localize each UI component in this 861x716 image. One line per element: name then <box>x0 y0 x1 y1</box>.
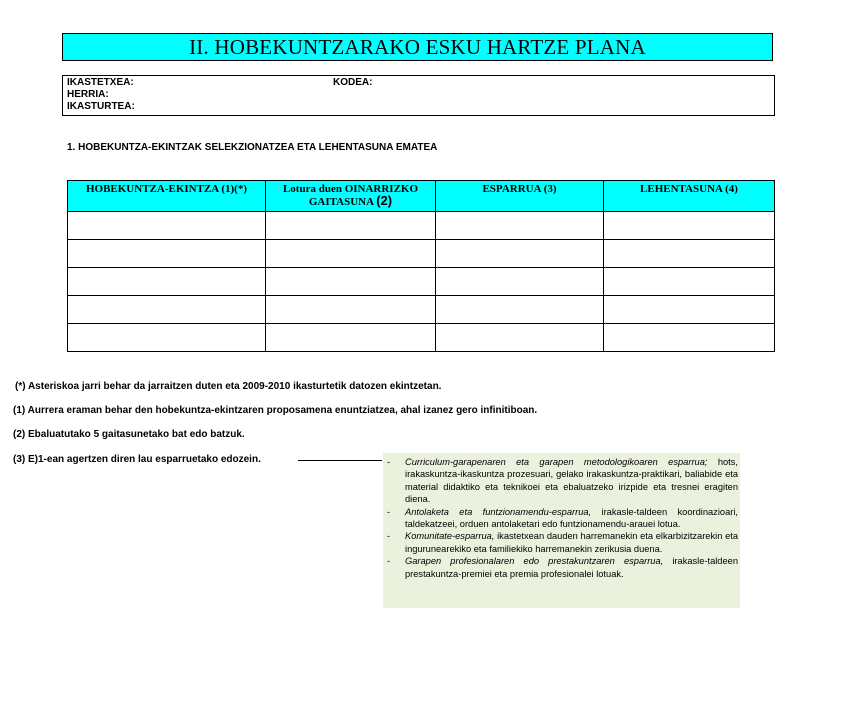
page-title: II. HOBEKUNTZARAKO ESKU HARTZE PLANA <box>62 33 773 61</box>
list-item <box>385 456 738 506</box>
table-cell[interactable] <box>266 268 436 296</box>
header-col2-line1: Lotura duen OINARRIZKO <box>282 183 419 195</box>
dash-bullet: - <box>387 556 391 567</box>
table-cell[interactable] <box>68 240 266 268</box>
table-cell[interactable] <box>604 296 775 324</box>
kodea-label: KODEA: <box>333 77 373 88</box>
note-asterisk: (*) Asteriskoa jarri behar da jarraitzen duten eta 2009-2010 ikasturtetik datozen ekintzetan. <box>15 381 442 392</box>
improvement-plan-table <box>67 180 775 352</box>
dash-bullet: - <box>387 506 391 517</box>
table-cell[interactable] <box>604 212 775 240</box>
table-cell[interactable] <box>266 240 436 268</box>
list-item <box>385 555 738 580</box>
header-esparrua: ESPARRUA (3) <box>436 181 604 212</box>
table-cell[interactable] <box>604 240 775 268</box>
table-cell[interactable] <box>436 212 604 240</box>
table-cell[interactable] <box>604 268 775 296</box>
esparrua-name: Garapen profesionalaren edo prestakuntzaren esparrua, <box>405 556 664 567</box>
list-item <box>385 506 738 531</box>
esparruak-list <box>383 453 740 580</box>
note-1: (1) Aurrera eraman behar den hobekuntza-ekintzaren proposamena enuntziatzea, ahal izanez gero infinitiboan. <box>13 405 538 416</box>
dash-bullet: - <box>387 531 391 542</box>
table-cell[interactable] <box>436 268 604 296</box>
esparruak-explanation-box <box>383 453 740 608</box>
note-2: (2) Ebaluatutako 5 gaitasunetako bat edo batzuk. <box>13 429 245 440</box>
dash-bullet: - <box>387 457 391 467</box>
note-3-connector-line <box>298 460 382 461</box>
table-row <box>68 268 775 296</box>
header-col2-number: (2) <box>376 193 393 208</box>
note-3: (3) E)1-ean agertzen diren lau esparruetako edozein. <box>13 454 261 465</box>
esparrua-name: Komunitate-esparrua, <box>405 531 495 542</box>
header-hobekuntza-ekintza: HOBEKUNTZA-EKINTZA (1)(*) <box>68 181 266 212</box>
esparrua-name: Curriculum-garapenaren eta garapen metodologikoaren esparrua; <box>405 457 708 467</box>
table-cell[interactable] <box>68 324 266 352</box>
list-item <box>385 530 738 555</box>
table-cell[interactable] <box>266 296 436 324</box>
school-info-box <box>62 75 775 116</box>
esparrua-desc: irakasle-taldeen koordinazioari, taldekatzeei, orduen antolaketari edo funtzionamendu-arauei lotua. <box>405 506 738 530</box>
table-row <box>68 240 775 268</box>
table-cell[interactable] <box>266 212 436 240</box>
table-cell[interactable] <box>68 296 266 324</box>
header-oinarrizko-gaitasuna <box>266 181 436 212</box>
table-cell[interactable] <box>266 324 436 352</box>
table-header-row <box>68 181 775 212</box>
table-cell[interactable] <box>604 324 775 352</box>
ikasturtea-label: IKASTURTEA: <box>67 101 135 112</box>
esparrua-desc: irakasle-taldeen prestakuntza-premiei eta premia profesionalei lotuak. <box>405 556 738 579</box>
table-row <box>68 212 775 240</box>
esparrua-name: Antolaketa eta funtzionamendu-esparrua, <box>405 506 592 517</box>
table-cell[interactable] <box>436 324 604 352</box>
ikastetxea-label: IKASTETXEA: <box>67 77 134 88</box>
header-lehentasuna: LEHENTASUNA (4) <box>604 181 775 212</box>
section-1-title: 1. HOBEKUNTZA-EKINTZAK SELEKZIONATZEA ETA LEHENTASUNA EMATEA <box>67 142 438 153</box>
table-cell[interactable] <box>436 296 604 324</box>
herria-label: HERRIA: <box>67 89 109 100</box>
table-cell[interactable] <box>68 268 266 296</box>
esparrua-desc: ikastetxean dauden harremanekin eta elkarbizitzarekin eta ingurunearekiko eta familiekiko harremanekin zerikusia duena. <box>405 531 738 554</box>
esparrua-desc: hots, irakaskuntza-ikaskuntza prozesuari, gelako irakaskuntza-praktikari, baliabide eta material didaktiko eta teknikoei eta ebaluatzeko irizpide eta tresnei eragiten diena. <box>405 457 738 505</box>
table-cell[interactable] <box>436 240 604 268</box>
table-row <box>68 324 775 352</box>
table-row <box>68 296 775 324</box>
table-cell[interactable] <box>68 212 266 240</box>
header-col2-line2: GAITASUNA <box>308 196 374 208</box>
